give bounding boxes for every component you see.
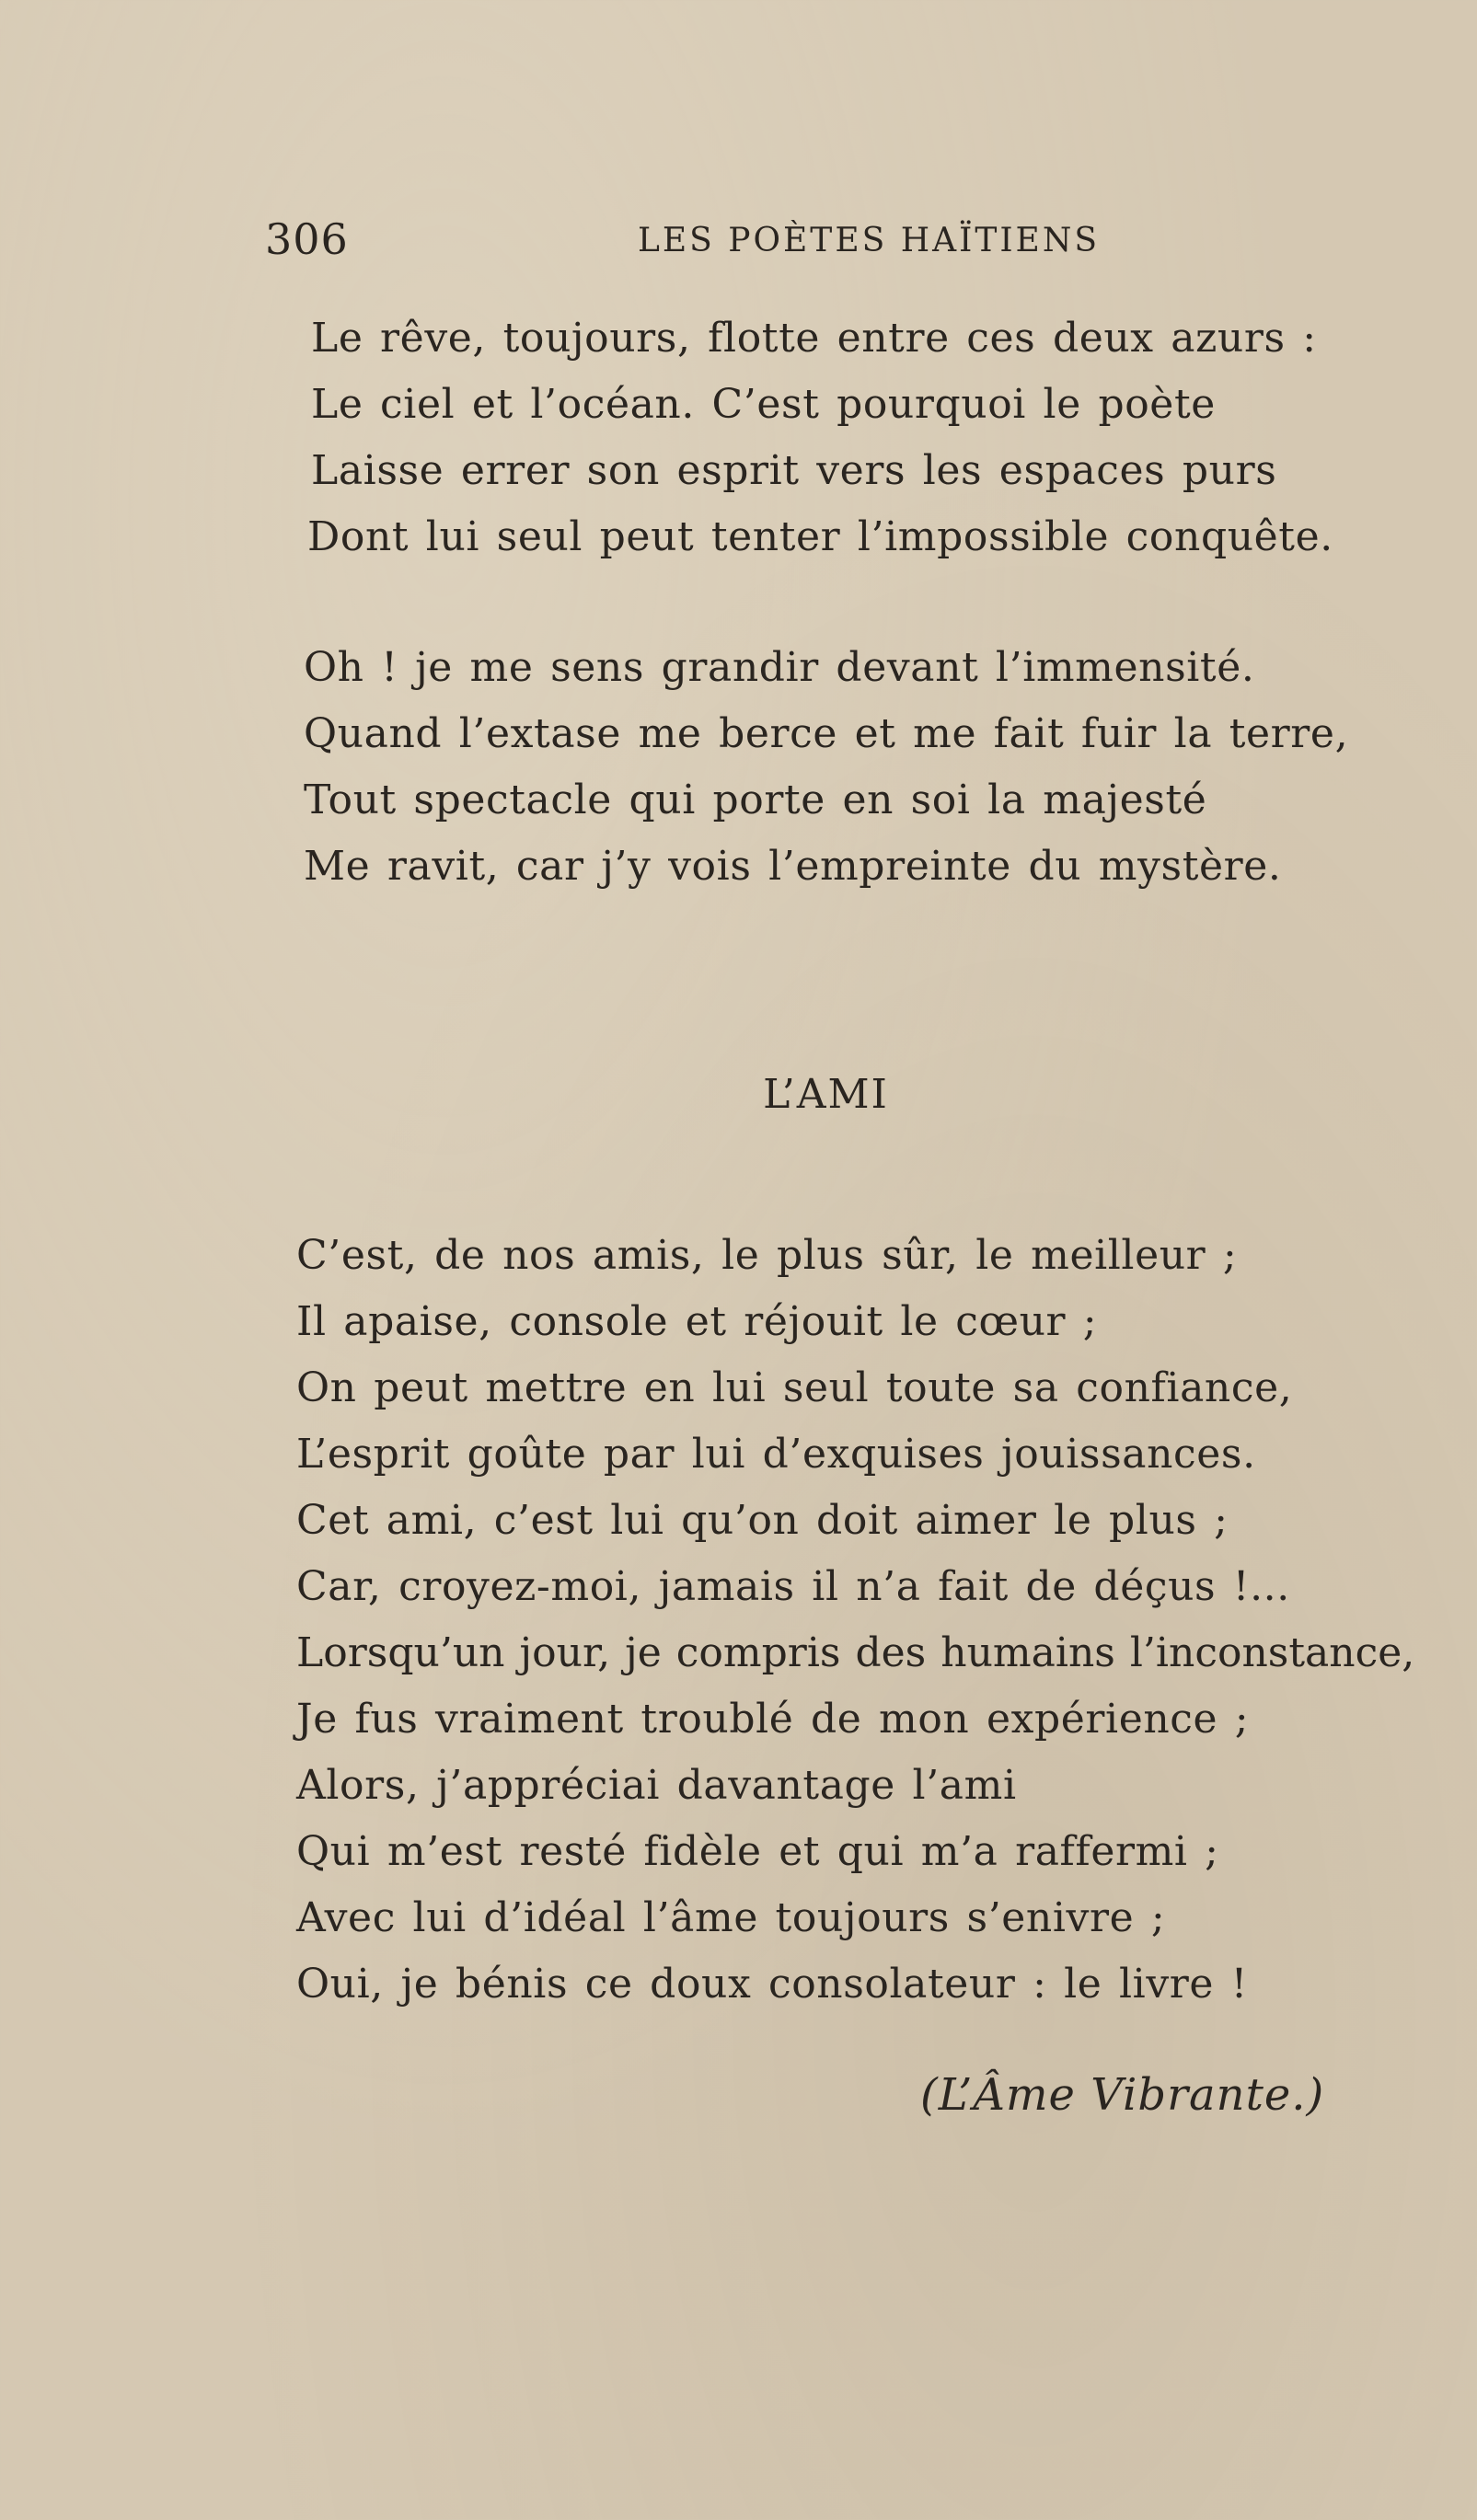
verse-line: Tout spectacle qui porte en soi la majesté bbox=[304, 777, 1207, 823]
page-header bbox=[265, 210, 1333, 269]
verse-line: Lorsqu’un jour, je compris des humains l’inconstance, bbox=[296, 1629, 1415, 1676]
verse-line: Dont lui seul peut tenter l’impossible conquête. bbox=[307, 513, 1333, 560]
page-number: 306 bbox=[265, 214, 349, 264]
verse-line: Me ravit, car j’y vois l’empreinte du mystère. bbox=[304, 843, 1282, 890]
verse-line: Cet ami, c’est lui qu’on doit aimer le plus ; bbox=[296, 1497, 1229, 1544]
verse-line: Oh ! je me sens grandir devant l’immensité. bbox=[304, 644, 1255, 691]
verse-line: Quand l’extase me berce et me fait fuir la terre, bbox=[304, 710, 1349, 757]
poem-title: L’AMI bbox=[763, 1071, 889, 1118]
verse-line: L’esprit goûte par lui d’exquises jouissances. bbox=[296, 1431, 1256, 1478]
verse-line: Je fus vraiment troublé de mon expérience ; bbox=[296, 1696, 1250, 1743]
verse-line: Qui m’est resté fidèle et qui m’a raffermi ; bbox=[296, 1828, 1219, 1875]
verse-line: Alors, j’appréciai davantage l’ami bbox=[296, 1762, 1017, 1809]
verse-line: Le ciel et l’océan. C’est pourquoi le poète bbox=[311, 381, 1216, 428]
verse-line: Le rêve, toujours, flotte entre ces deux azurs : bbox=[311, 315, 1317, 362]
running-head: LES POÈTES HAÏTIENS bbox=[638, 222, 1100, 259]
verse-line: Il apaise, console et réjouit le cœur ; bbox=[296, 1298, 1098, 1345]
verse-line: C’est, de nos amis, le plus sûr, le meilleur ; bbox=[296, 1232, 1238, 1279]
verse-line: Laisse errer son esprit vers les espaces purs bbox=[311, 447, 1277, 494]
verse-line: Car, croyez-moi, jamais il n’a fait de déçus !... bbox=[296, 1563, 1290, 1610]
verse-line: On peut mettre en lui seul toute sa confiance, bbox=[296, 1364, 1293, 1411]
verse-line: Avec lui d’idéal l’âme toujours s’enivre ; bbox=[296, 1894, 1166, 1941]
poem-source: (L’Âme Vibrante.) bbox=[920, 2069, 1325, 2121]
verse-line: Oui, je bénis ce doux consolateur : le livre ! bbox=[296, 1961, 1248, 2008]
